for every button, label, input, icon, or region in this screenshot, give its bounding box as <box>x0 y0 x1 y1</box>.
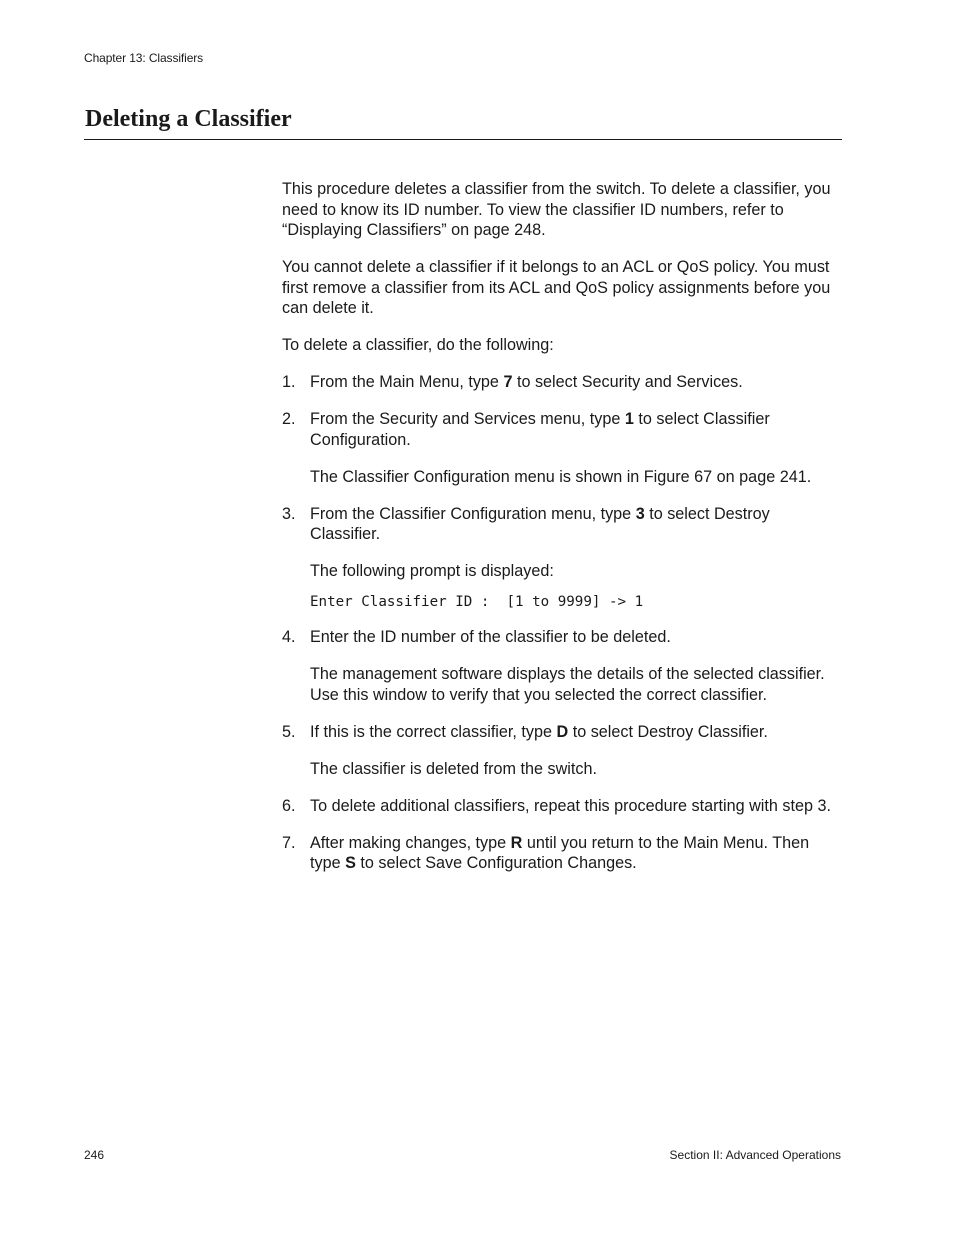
key-label: 3 <box>635 504 645 523</box>
step-text: If this is the correct classifier, type D to select Destroy Classifier. <box>310 722 768 741</box>
step-number: 3. <box>282 504 296 523</box>
step-note: The classifier is deleted from the switch. <box>310 759 597 778</box>
step-number: 7. <box>282 833 296 852</box>
key-label: D <box>556 722 569 741</box>
key-label: 7 <box>503 373 513 391</box>
step-4 <box>282 627 842 705</box>
page-title: Deleting a Classifier <box>85 106 292 132</box>
step-text: Enter the ID number of the classifier to be deleted. <box>310 628 671 646</box>
step-number: 6. <box>282 796 296 815</box>
step-text: From the Main Menu, type 7 to select Security and Services. <box>310 373 743 391</box>
step-text: To delete additional classifiers, repeat this procedure starting with step 3. <box>310 796 831 815</box>
page-number: 246 <box>84 1148 105 1162</box>
step-number: 4. <box>282 628 296 646</box>
step-note: The Classifier Configuration menu is shown in Figure 67 on page 241. <box>310 467 812 486</box>
key-label: R <box>510 833 523 852</box>
title-rule <box>84 139 842 140</box>
step-6 <box>282 796 842 817</box>
step-5 <box>282 722 842 780</box>
key-label: S <box>345 854 356 872</box>
key-label: 1 <box>624 410 634 428</box>
step-number: 5. <box>282 722 296 741</box>
section-footer: Section II: Advanced Operations <box>669 1148 841 1162</box>
procedure-steps <box>282 372 842 874</box>
intro-paragraph-3: To delete a classifier, do the following: <box>282 336 554 354</box>
step-note: The following prompt is displayed: <box>310 562 554 580</box>
step-number: 1. <box>282 373 296 391</box>
step-text: After making changes, type R until you return to the Main Menu. Then type S to select Save Configuration Changes. <box>310 833 810 872</box>
step-3 <box>282 504 842 611</box>
body-column <box>282 179 842 890</box>
step-2 <box>282 409 842 487</box>
step-number: 2. <box>282 410 296 428</box>
intro-paragraph-2: You cannot delete a classifier if it belongs to an ACL or QoS policy. You must first remove a classifier from its ACL and QoS policy assignments before you can delete it. <box>282 258 831 317</box>
step-note: The management software displays the details of the selected classifier. Use this window to verify that you selected the correct classifier. <box>310 665 825 704</box>
running-header: Chapter 13: Classifiers <box>84 51 204 65</box>
intro-paragraph-1: This procedure deletes a classifier from the switch. To delete a classifier, you need to know its ID number. To view the classifier ID numbers, refer to “Displaying Classifiers” on page 248. <box>282 180 831 239</box>
code-prompt: Enter Classifier ID : [1 to 9999] -> 1 <box>310 593 644 610</box>
step-text: From the Security and Services menu, type 1 to select Classifier Configuration. <box>310 410 770 449</box>
step-text: From the Classifier Configuration menu, type 3 to select Destroy Classifier. <box>310 504 770 543</box>
step-7 <box>282 833 842 874</box>
step-1 <box>282 372 842 393</box>
